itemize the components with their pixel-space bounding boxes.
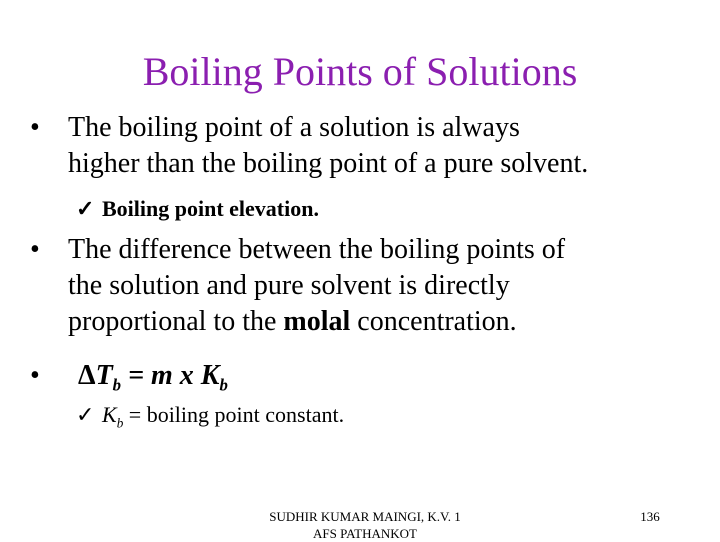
bullet-2-text [68,232,708,340]
delta-symbol: Δ [78,360,96,391]
sub-bullet-2-text: = boiling point constant. [123,402,345,427]
sub-bullet-1-text: Boiling point elevation. [102,196,319,221]
sub-bullet-2 [76,400,344,438]
bullet-dot: • [30,112,40,143]
footer-author-line-1: SUDHIR KUMAR MAINGI, K.V. 1 [269,509,461,524]
footer-author [250,508,480,542]
checkmark-icon: ✓ [76,196,95,221]
bullet-2-line-2: the solution and pure solvent is directly [68,270,510,301]
bullet-2-line-3: proportional to the molal concentration. [68,306,517,337]
checkmark-icon: ✓ [76,402,95,427]
molal-bold: molal [283,306,351,337]
bullet-2-line-1: The difference between the boiling points of [68,234,566,265]
bullet-1-line-1: The boiling point of a solution is always [68,112,520,143]
bullet-1-text [68,110,708,182]
footer-author-line-2: AFS PATHANKOT [313,526,417,541]
equation: $\Delta T_b = m$ x $K_b$ [78,360,228,395]
bullet-dot: • [30,360,40,391]
page-number: 136 [640,509,660,524]
bullet-dot: • [30,234,40,265]
kb-symbol: $K_b$ [102,402,124,431]
bullet-1-line-2: higher than the boiling point of a pure solvent. [68,148,589,179]
slide-title: Boiling Points of Solutions [142,49,578,94]
sub-bullet-1 [76,194,319,224]
